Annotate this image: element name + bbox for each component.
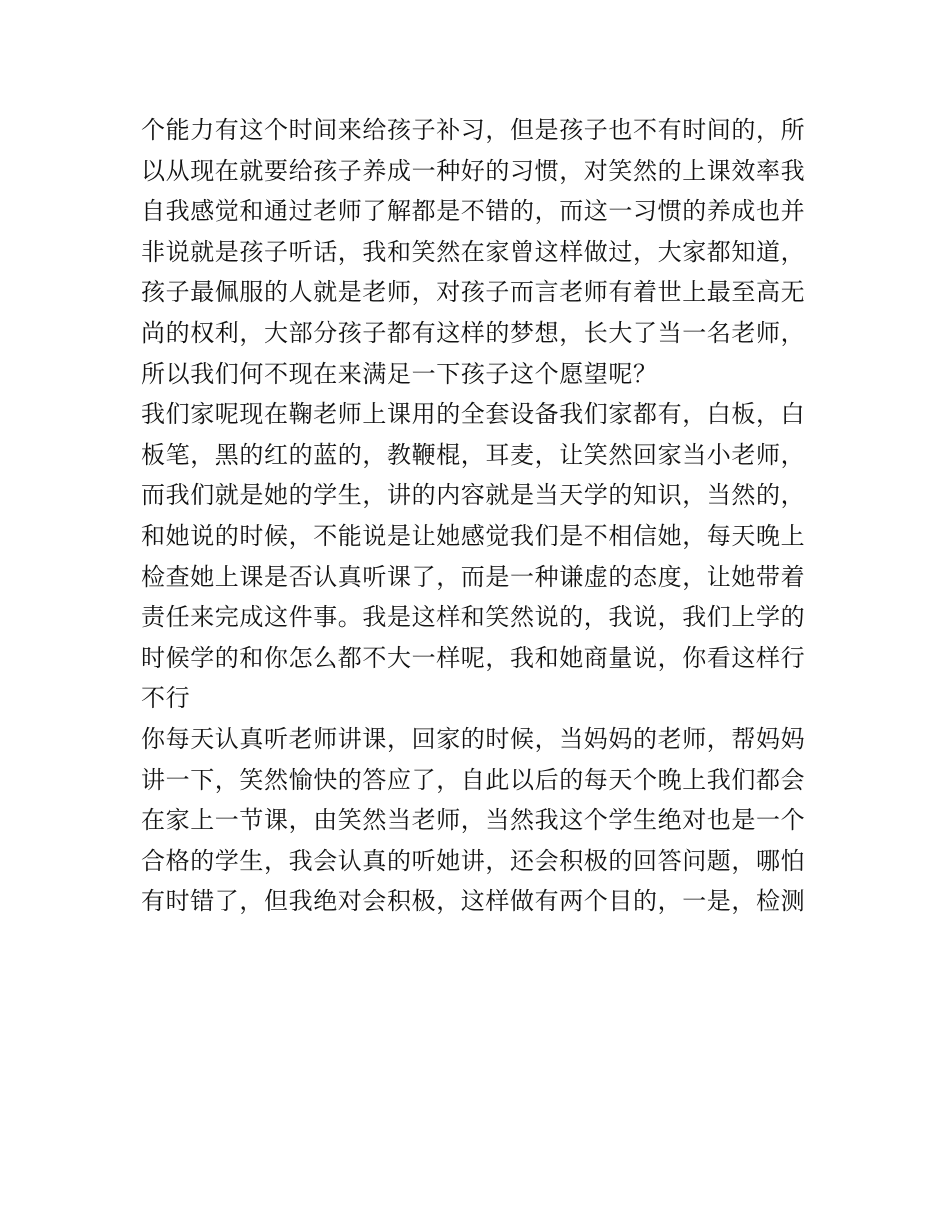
text-line: 你每天认真听老师讲课，回家的时候，当妈妈的老师，帮妈妈: [141, 724, 806, 753]
text-line: 非说就是孩子听话，我和笑然在家曾这样做过，大家都知道，: [141, 237, 806, 266]
text-line: 检查她上课是否认真听课了，而是一种谦虚的态度，让她带着: [141, 562, 806, 591]
text-line: 尚的权利，大部分孩子都有这样的梦想，长大了当一名老师，: [141, 318, 806, 347]
text-line: 我们家呢现在鞠老师上课用的全套设备我们家都有，白板，白: [141, 400, 806, 429]
text-line: 所以我们何不现在来满足一下孩子这个愿望呢？: [141, 359, 658, 388]
text-line: 个能力有这个时间来给孩子补习，但是孩子也不有时间的，所: [141, 116, 806, 144]
text-line: 和她说的时候，不能说是让她感觉我们是不相信她，每天晚上: [141, 521, 806, 550]
text-line: 而我们就是她的学生，讲的内容就是当天学的知识，当然的，: [141, 481, 806, 510]
text-line: 有时错了，但我绝对会积极，这样做有两个目的，一是，检测: [141, 887, 806, 916]
text-line: 合格的学生，我会认真的听她讲，还会积极的回答问题，哪怕: [141, 846, 806, 875]
text-line: 时候学的和你怎么都不大一样呢，我和她商量说，你看这样行: [141, 643, 806, 672]
text-line: 自我感觉和通过老师了解都是不错的，而这一习惯的养成也并: [141, 197, 806, 226]
text-line: 板笔，黑的红的蓝的，教鞭棍，耳麦，让笑然回家当小老师，: [141, 440, 806, 469]
text-line: 以从现在就要给孩子养成一种好的习惯，对笑然的上课效率我: [141, 156, 806, 185]
text-line: 讲一下，笑然愉快的答应了，自此以后的每天个晚上我们都会: [141, 765, 806, 794]
text-line: 不行: [141, 684, 191, 713]
text-line: 孩子最佩服的人就是老师，对孩子而言老师有着世上最至高无: [141, 278, 806, 307]
text-line: 责任来完成这件事。我是这样和笑然说的，我说，我们上学的: [141, 603, 806, 632]
text-line: 在家上一节课，由笑然当老师，当然我这个学生绝对也是一个: [141, 806, 806, 835]
body-text: [141, 110, 821, 922]
